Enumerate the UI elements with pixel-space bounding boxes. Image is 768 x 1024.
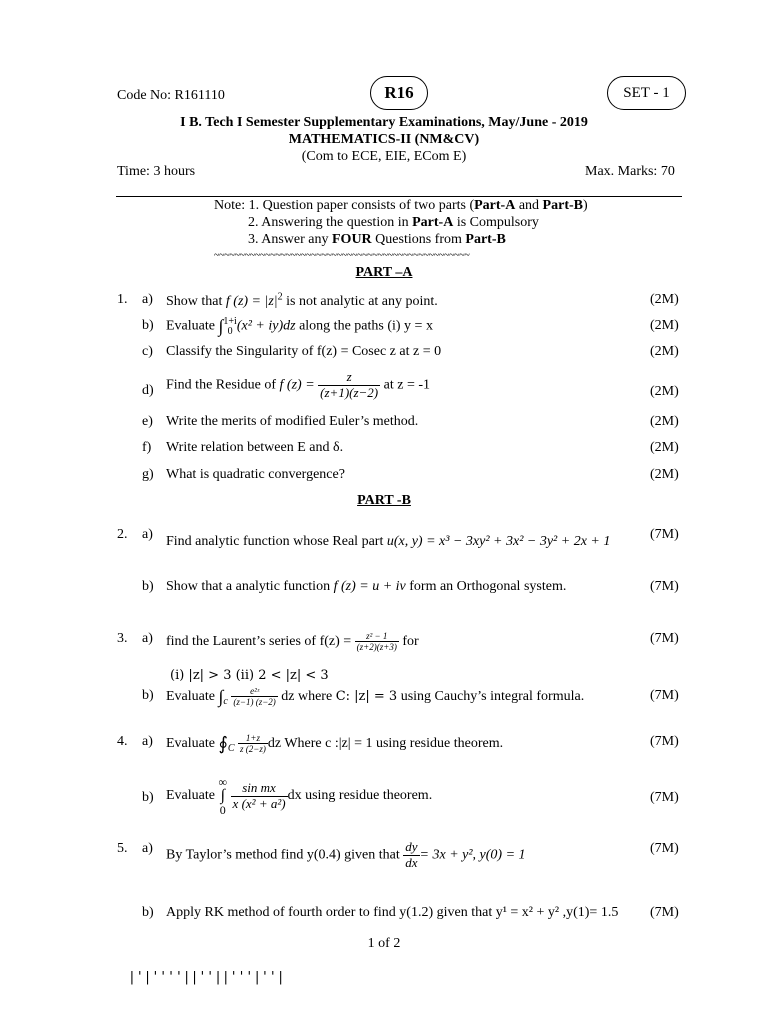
tilde-separator: ~~~~~~~~~~~~~~~~~~~~~~~~~~~~~~~~~~~~~~~~~~~~~~~~~~ (214, 250, 470, 261)
q1e-marks: (2M) (650, 414, 679, 429)
time-allowed: Time: 3 hours (117, 164, 196, 179)
q3a-cases: (i) |z| > 3 (ii) 2 < |z| < 3 (170, 668, 329, 683)
q2b-marks: (7M) (650, 579, 679, 594)
q1b-text: Evaluate ∫ 1+i 0 (x² + iy)dz along the paths (i) y = x (166, 315, 433, 337)
q1c-text: Classify the Singularity of f(z) = Cosec z at z = 0 (166, 344, 442, 359)
q1g-marks: (2M) (650, 467, 679, 482)
q1a-text: Show that f $(z) = |z|^2$ is not analytic at any point. (166, 291, 438, 309)
code-number: Code No: R161110 (117, 88, 225, 103)
q3a-text: find the Laurent’s series of f(z) = $\frac{\text{z² − 1}}{(z+2)(z+3)}$ for (166, 631, 419, 653)
barcode: |'|''''||''||'''|''| (128, 970, 285, 985)
q1e-text: Write the merits of modified Euler’s method. (166, 414, 419, 429)
page-number: 1 of 2 (367, 936, 401, 951)
q5b-text: Apply RK method of fourth order to find y(1.2) given that y¹ = x² + y² ,y(1)= 1.5 (166, 905, 619, 920)
q1a-marks: (2M) (650, 292, 679, 307)
q2a-text: Find analytic function whose Real part u(x, y) = x³ − 3xy² + 3x² − 3y² + 2x + 1 (166, 534, 611, 549)
note-line-1: Note: 1. Question paper consists of two parts (Part-A and Part-B) (214, 198, 588, 213)
q5b-label: b) (142, 905, 154, 920)
set-badge: SET - 1 (607, 76, 686, 110)
q3b-label: b) (142, 688, 154, 703)
q1c-label: c) (142, 344, 153, 359)
q1g-label: g) (142, 467, 154, 482)
question-number-5: 5. (117, 841, 128, 856)
q4b-text: Evaluate ∞ ∫ 0 $\frac{\text{sin mx}}{\text{x (x² + a²)}}$ dx using residue theorem. (166, 775, 433, 817)
branches: (Com to ECE, EIE, ECom E) (301, 149, 467, 164)
question-number-2: 2. (117, 527, 128, 542)
header-divider (116, 196, 682, 197)
q4a-text: Evaluate $∮_C$ $\frac{1+z}{z (2-z)}$ dz Where c :|z| = 1 using residue theorem. (166, 733, 504, 755)
exam-title: I B. Tech I Semester Supplementary Examinations, May/June - 2019 (180, 115, 588, 130)
q1g-text: What is quadratic convergence? (166, 467, 345, 482)
q1d-marks: (2M) (650, 384, 679, 399)
q3b-text: Evaluate $\int_c$ $\frac{\text{e²ᶻ}}{(z-1) (z-2)}$ dz where C: |z| = 3 using Cauchy’s integral formula. (166, 686, 585, 708)
question-number-4: 4. (117, 734, 128, 749)
q4b-marks: (7M) (650, 790, 679, 805)
q2a-label: a) (142, 527, 153, 542)
part-a-heading: PART –A (355, 265, 413, 280)
q5b-marks: (7M) (650, 905, 679, 920)
question-number-1: 1. (117, 292, 128, 307)
q3b-marks: (7M) (650, 688, 679, 703)
subject-title: MATHEMATICS-II (NM&CV) (288, 132, 480, 147)
q5a-label: a) (142, 841, 153, 856)
q5a-marks: (7M) (650, 841, 679, 856)
q1f-marks: (2M) (650, 440, 679, 455)
q1b-label: b) (142, 318, 154, 333)
q3a-marks: (7M) (650, 631, 679, 646)
q1b-marks: (2M) (650, 318, 679, 333)
question-number-3: 3. (117, 631, 128, 646)
q2b-text: Show that a analytic function f (z) = u + iv form an Orthogonal system. (166, 579, 567, 594)
q1a-label: a) (142, 292, 153, 307)
q1f-text: Write relation between E and δ. (166, 440, 344, 455)
part-b-heading: PART -B (357, 493, 411, 508)
q1e-label: e) (142, 414, 153, 429)
q4b-label: b) (142, 790, 154, 805)
q4a-marks: (7M) (650, 734, 679, 749)
q4a-label: a) (142, 734, 153, 749)
q1f-label: f) (142, 440, 152, 455)
q2b-label: b) (142, 579, 154, 594)
q3a-label: a) (142, 631, 153, 646)
q1d-label: d) (142, 383, 154, 398)
q5a-text: By Taylor’s method find y(0.4) given that $\frac{dy}{dx}$ = 3x + y², y(0) = 1 (166, 839, 526, 870)
note-line-2: 2. Answering the question in Part-A is Compulsory (248, 215, 539, 230)
q1c-marks: (2M) (650, 344, 679, 359)
regulation-badge: R16 (370, 76, 428, 110)
q2a-marks: (7M) (650, 527, 679, 542)
max-marks: Max. Marks: 70 (585, 164, 675, 179)
q1d-text: Find the Residue of f (z) = $\frac{z}{(z+1)(z-2)}$ at z = -1 (166, 369, 431, 400)
note-line-3: 3. Answer any FOUR Questions from Part-B (248, 232, 506, 247)
